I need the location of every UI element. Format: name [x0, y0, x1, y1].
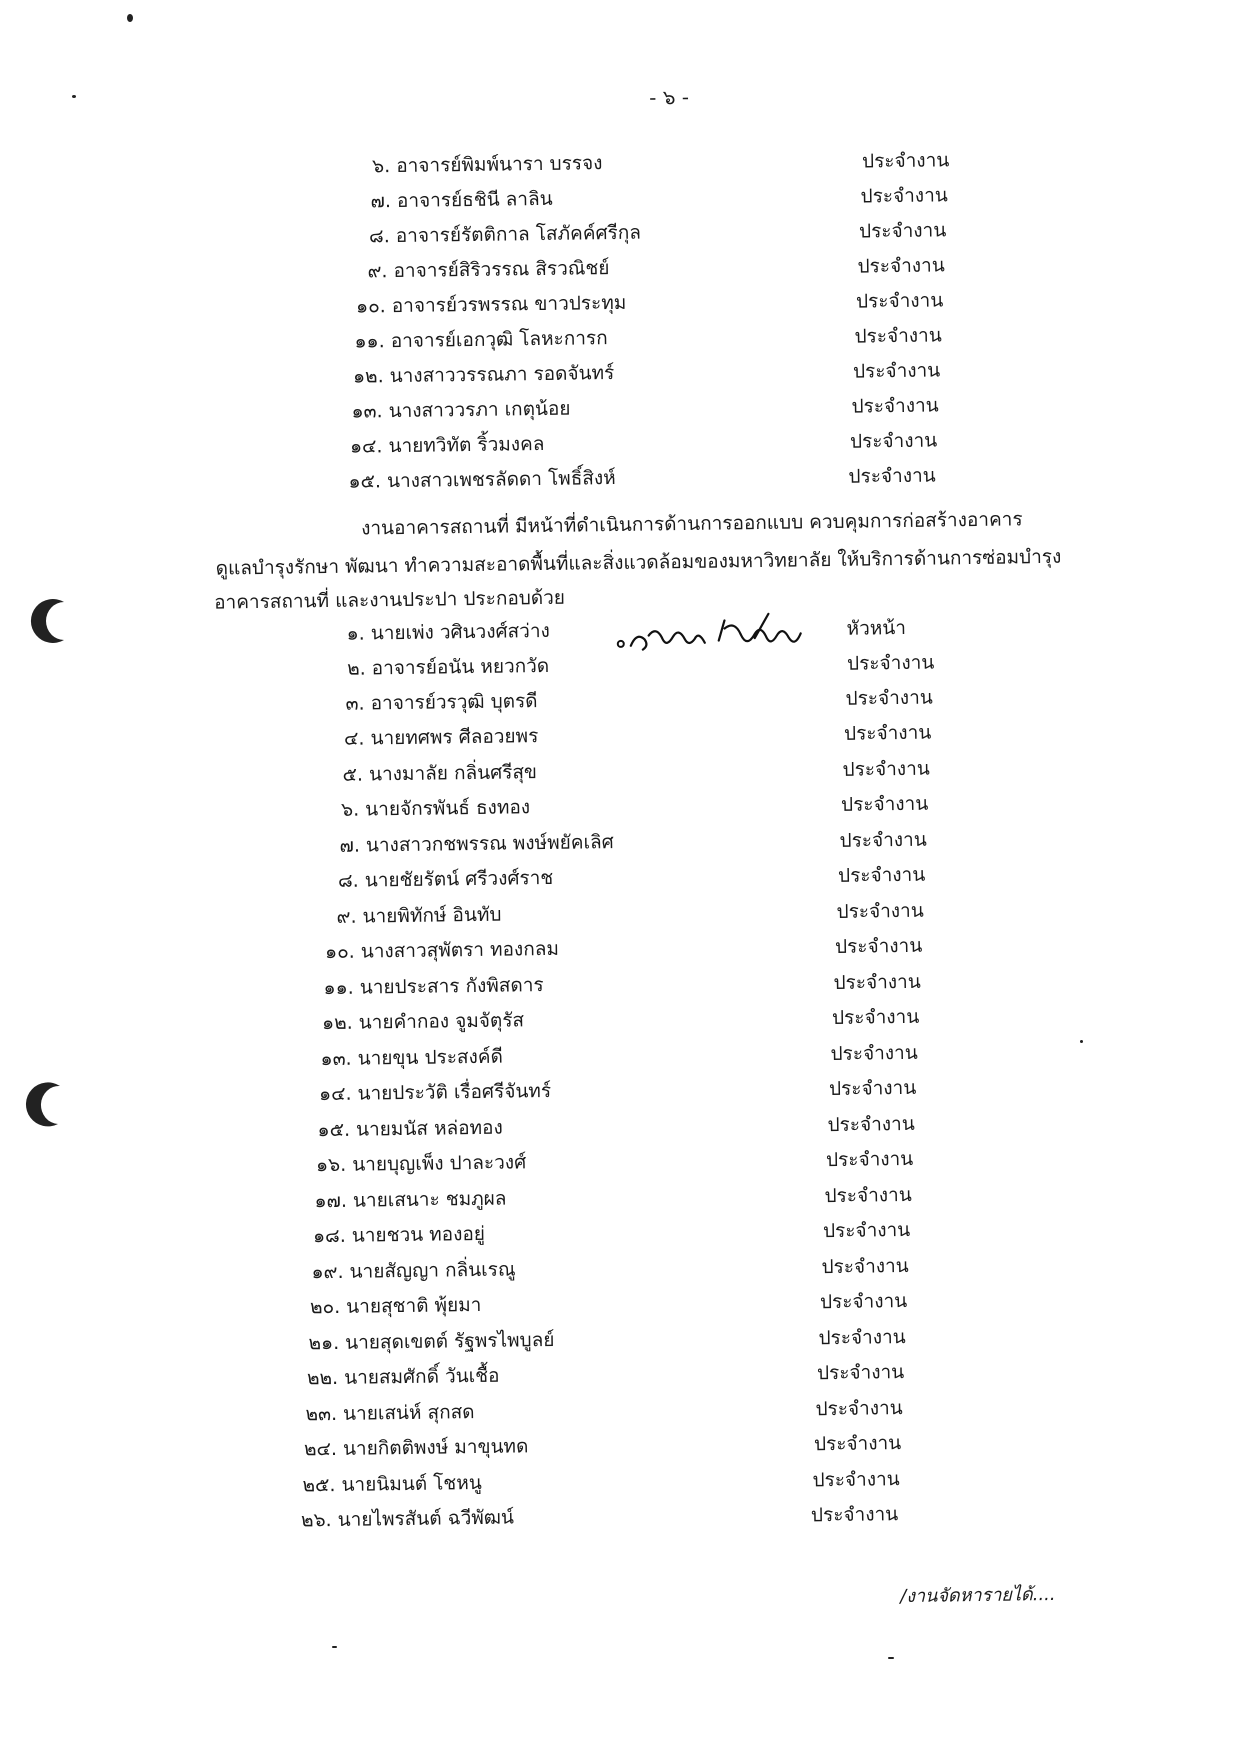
member-role: ประจำงาน — [830, 1041, 918, 1066]
member-role: ประจำงาน — [824, 1183, 912, 1208]
list-item — [317, 1107, 927, 1146]
list-item — [322, 1000, 932, 1039]
member-role: ประจำงาน — [833, 970, 921, 994]
section-body-line: ดูแลบำรุงรักษา พัฒนา ทำความสะอาดพื้นที่และสิ่งแวดล้อมของมหาวิทยาลัย ให้บริการด้านการซ่อมบำรุง — [215, 545, 1062, 580]
member-role: ประจำงาน — [839, 828, 927, 852]
member-role: ประจำงาน — [825, 1147, 914, 1172]
list-item — [339, 822, 939, 860]
member-name: ๑๖. นายบุญเพ็ง ปาละวงศ์ — [315, 1151, 527, 1177]
member-role: ประจำงาน — [819, 1289, 908, 1314]
member-name: ๘. อาจารย์รัตติกาล โสภัคค์ศรีกุล — [368, 221, 642, 248]
member-name: ๒๒. นายสมศักดิ์ วันเชื้อ — [306, 1364, 500, 1390]
list-item — [351, 388, 941, 426]
list-item — [345, 680, 945, 718]
continuation-note: /งานจัดหารายได้.... — [899, 1583, 1056, 1608]
member-name: ๘. นายชัยรัตน์ ศรีวงศ์ราช — [337, 866, 554, 892]
member-role: ประจำงาน — [858, 219, 947, 243]
member-name: ๑๔. นายประวัติ เรื่อศรีจันทร์ — [318, 1079, 552, 1106]
member-name: ๑๓. นางสาววรภา เกตุน้อย — [351, 397, 571, 423]
scan-dot-icon — [888, 1657, 894, 1659]
member-role: ประจำงาน — [857, 254, 945, 278]
list-item — [319, 1071, 929, 1110]
section-heading-line: งานอาคารสถานที่ มีหน้าที่ดำเนินการด้านการออกแบบ ควบคุมการก่อสร้างอาคาร — [360, 508, 1023, 540]
list-item — [307, 1355, 917, 1394]
scan-dot-icon — [127, 14, 133, 22]
punch-hole-icon — [30, 596, 70, 646]
member-name: ๑๐. นางสาวสุพัตรา ทองกลม — [324, 937, 560, 964]
member-role: ประจำงาน — [854, 324, 942, 348]
list-item — [367, 248, 947, 286]
member-name: ๒๐. นายสุชาติ พุ้ยมา — [309, 1293, 482, 1319]
member-role: ประจำงาน — [861, 149, 950, 173]
list-item — [338, 858, 938, 896]
list-item — [342, 751, 942, 789]
list-item — [370, 178, 950, 216]
member-name: ๗. อาจารย์ธชินี ลาลิน — [370, 187, 553, 213]
list-item — [311, 1249, 921, 1288]
list-item — [305, 1391, 915, 1430]
member-name: ๗. นางสาวกชพรรณ พงษ์พยัคเลิศ — [339, 831, 614, 857]
member-name: ๑๒. นายคำกอง จูมจัตุรัส — [321, 1009, 525, 1035]
list-item — [348, 458, 938, 496]
list-item — [356, 283, 946, 321]
member-role: ประจำงาน — [840, 792, 929, 816]
member-name: ๙. นายพิทักษ์ อินทับ — [336, 903, 502, 928]
member-role: ประจำงาน — [846, 651, 935, 675]
list-item — [320, 1036, 930, 1075]
member-role: ประจำงาน — [818, 1326, 906, 1350]
list-item — [302, 1462, 912, 1501]
member-role: ประจำงาน — [812, 1468, 900, 1492]
list-item — [369, 213, 949, 251]
member-name: ๒๓. นายเสน่ห์ สุกสด — [305, 1401, 475, 1426]
member-name: ๑๑. นายประสาร กังพิสดาร — [323, 974, 544, 1000]
list-item — [325, 929, 935, 968]
member-role: ประจำงาน — [855, 289, 944, 313]
list-item — [316, 1142, 926, 1181]
list-item — [323, 965, 933, 1004]
list-item — [353, 353, 943, 391]
member-role: ประจำงาน — [821, 1254, 909, 1279]
member-role: ประจำงาน — [813, 1432, 902, 1456]
member-role: ประจำงาน — [848, 464, 936, 488]
member-name: ๓. อาจารย์วรวุฒิ บุตรดี — [345, 690, 538, 715]
list-item — [301, 1497, 911, 1536]
member-name: ๒๔. นายกิตติพงษ์ มาขุนทด — [303, 1435, 529, 1461]
member-name: ๑๕. นางสาวเพชรลัดดา โพธิ์สิงห์ — [348, 466, 616, 493]
punch-hole-icon — [24, 1080, 64, 1130]
member-role: ประจำงาน — [815, 1397, 903, 1421]
member-role: ประจำงาน — [849, 429, 938, 453]
member-name: ๒๖. นายไพรสันต์ ฉวีพัฒน์ — [300, 1506, 515, 1532]
member-name: ๑๙. นายสัญญา กลิ่นเรณู — [311, 1258, 516, 1284]
member-role: ประจำงาน — [827, 1112, 915, 1137]
member-name: ๒. อาจารย์อนัน หยวกวัด — [346, 654, 550, 680]
member-role-head: หัวหน้า — [846, 616, 907, 640]
member-name: ๒๕. นายนิมนต์ โชหนู — [302, 1471, 482, 1497]
member-name: ๙. อาจารย์สิริวรรณ สิรวณิชย์ — [367, 257, 610, 283]
member-role: ประจำงาน — [834, 934, 923, 958]
member-name: ๕. นางมาลัย กลิ่นศรีสุข — [342, 761, 538, 786]
list-item — [314, 1178, 924, 1217]
member-name: ๔. นายทศพร ศีลอวยพร — [343, 725, 539, 750]
member-name: ๑๕. นายมนัส หล่อทอง — [317, 1116, 503, 1142]
member-role: ประจำงาน — [842, 757, 930, 781]
member-name: ๑๓. นายขุน ประสงค์ดี — [320, 1045, 504, 1071]
svg-text:อ.ไชยวัฒน์ ธรรมสาร: อ.ไชยวัฒน์ ธรรมสาร — [728, 654, 739, 656]
list-item — [372, 143, 952, 181]
member-role: ประจำงาน — [837, 863, 926, 887]
member-name: ๖. นายจักรพันธ์ ธงทอง — [340, 796, 531, 821]
section-body-line: อาคารสถานที่ และงานประปา ประกอบด้วย — [214, 586, 566, 614]
member-role: ประจำงาน — [843, 721, 932, 745]
list-item — [347, 645, 947, 683]
member-name: ๑๘. นายชวน ทองอยู่ — [312, 1222, 486, 1248]
list-item — [308, 1320, 918, 1359]
member-role: ประจำงาน — [860, 184, 948, 208]
member-role: ประจำงาน — [831, 1005, 920, 1030]
member-name: ๑๑. อาจารย์เอกวุฒิ โลหะการก — [354, 327, 608, 353]
scan-dot-icon — [332, 1646, 337, 1648]
member-role: ประจำงาน — [836, 899, 924, 923]
list-item — [304, 1426, 914, 1465]
member-name: ๑. นายเพ่ง วศินวงศ์สว่าง — [346, 619, 550, 645]
scan-dot-icon — [72, 95, 76, 98]
member-name: ๑๗. นายเสนาะ ชมภูผล — [314, 1187, 507, 1213]
page-number: - ๖ - — [648, 84, 690, 110]
member-role: ประจำงาน — [845, 686, 933, 710]
member-role: ประจำงาน — [816, 1361, 905, 1385]
list-item — [350, 423, 940, 461]
member-name: ๑๒. นางสาววรรณภา รอดจันทร์ — [352, 361, 615, 388]
member-role: ประจำงาน — [852, 359, 941, 383]
member-name: ๑๐. อาจารย์วรพรรณ ขาวประทุม — [355, 291, 627, 318]
member-role: ประจำงาน — [810, 1503, 899, 1527]
member-role: ประจำงาน — [828, 1076, 917, 1101]
list-item — [354, 318, 944, 356]
member-role: ประจำงาน — [851, 394, 939, 418]
member-name: ๑๔. นายทวิทัต ริ้วมงคล — [349, 432, 545, 458]
member-name: ๖. อาจารย์พิมพ์นารา บรรจง — [371, 152, 603, 178]
member-name: ๒๑. นายสุดเขตต์ รัฐพรไพบูลย์ — [308, 1328, 555, 1355]
list-item — [336, 894, 936, 932]
list-item — [341, 786, 941, 824]
list-item — [344, 715, 944, 753]
list-item — [313, 1213, 923, 1252]
list-item — [310, 1284, 920, 1323]
member-role: ประจำงาน — [822, 1218, 911, 1243]
scan-dot-icon — [1080, 1040, 1083, 1043]
